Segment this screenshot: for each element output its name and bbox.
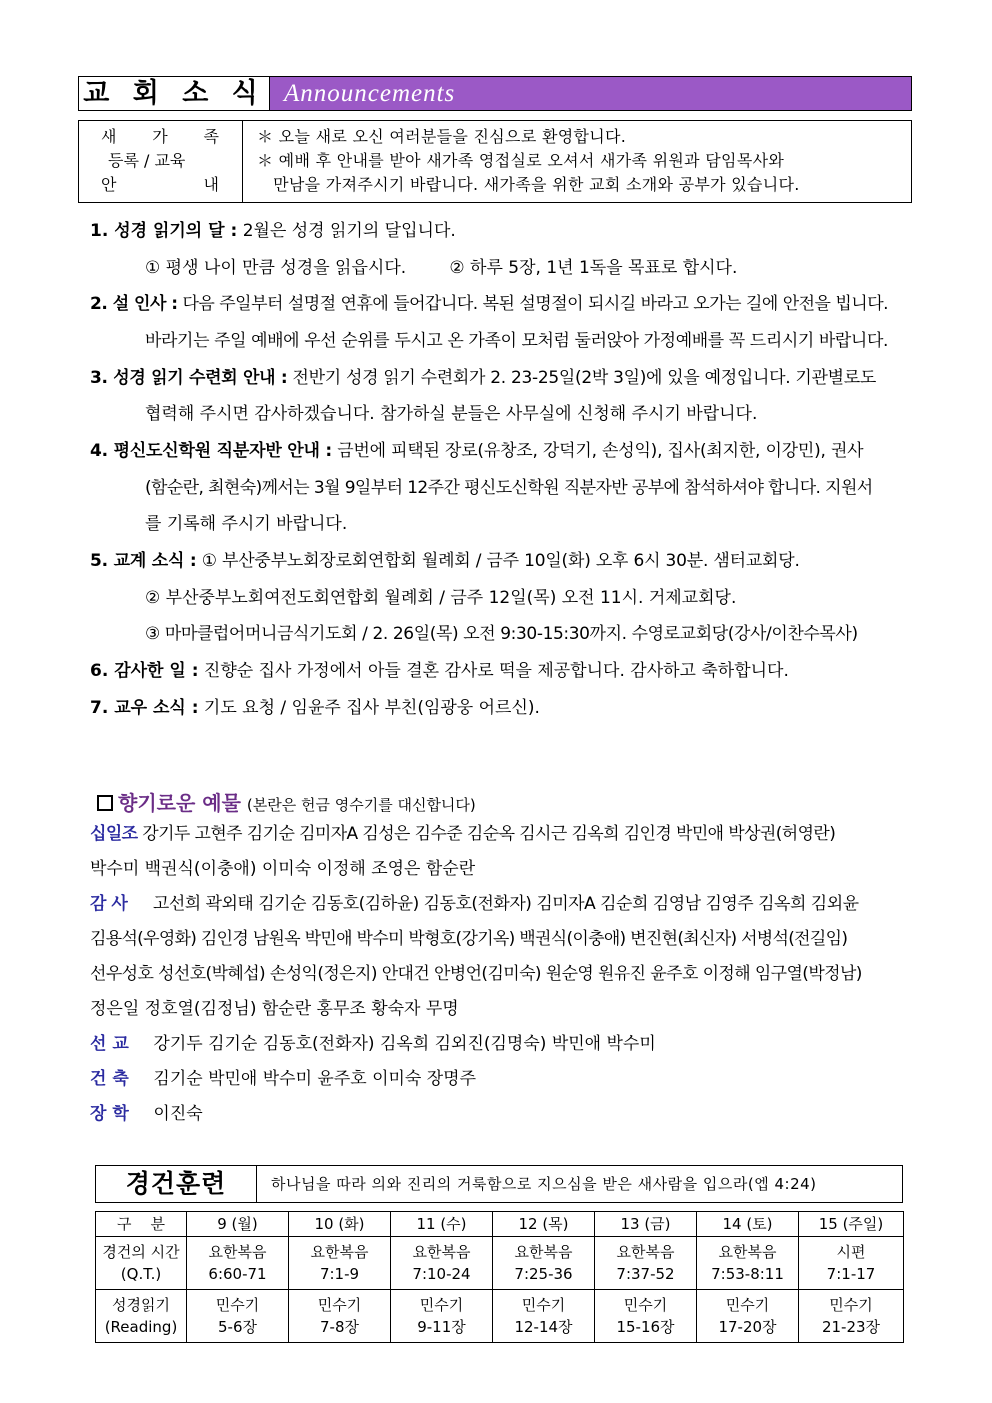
offering-line [90,1065,476,1093]
newcomer-line: 만남을 가져주시기 바랍니다. 새가족을 위한 교회 소개와 공부가 있습니다. [257,175,800,194]
table-row [96,1290,904,1343]
offering-line [90,1100,203,1128]
announcement-title: 6. 감사한 일 : [90,661,199,681]
table-cell [391,1290,493,1343]
cell-book: 민수기 [829,1296,873,1314]
table-cell [595,1237,697,1290]
announcement-text: 기도 요청 / 임윤주 집사 부친(임광웅 어르신). [198,698,540,718]
cell-book: 민수기 [521,1296,566,1314]
table-header-cell: 14 (토) [697,1212,799,1237]
cell-book: 민수기 [623,1296,668,1314]
table-cell [697,1237,799,1290]
announcement-title: 3. 성경 읽기 수련회 안내 : [90,368,288,388]
table-cell [697,1290,799,1343]
announcement-text: ① 부산중부노회장로회연합회 월례회 / 금주 10일(화) 오후 6시 30분. 샘터교회당. [196,551,800,571]
training-verse: 하나님을 따라 의와 진리의 거룩함으로 지으심을 받은 새사람을 입으라(엡 4:24) [271,1175,817,1193]
announcement-item [90,547,800,575]
newcomer-label-3 [101,173,219,197]
table-cell [289,1237,391,1290]
offering-heading [97,787,476,816]
announcement-line: (함순란, 최현숙)께서는 3월 9일부터 12주간 평신도신학원 직분자반 공부에 참석하셔야 합니다. 지원서 [145,478,873,498]
table-header-cell: 구 분 [96,1212,187,1237]
offering-subtitle: (본란은 헌금 영수기를 대신합니다) [246,796,476,814]
offering-category: 건 축 [90,1069,129,1089]
announcement-title: 2. 설 인사 : [90,294,178,314]
offering-category: 장 학 [90,1104,129,1124]
announcement-item [90,694,540,722]
header-title-korean: 교 회 소 식 [79,77,270,110]
label-char: 족 [203,127,219,146]
announcement-title: 1. 성경 읽기의 달 : [90,221,238,241]
newcomer-label-2: 등록 / 교육 [108,151,186,170]
announcement-text: 진향순 집사 가정에서 아들 결혼 감사로 떡을 제공합니다. 감사하고 축하합니다. [198,661,789,681]
table-header-cell: 15 (주일) [799,1212,904,1237]
cell-range: 7:37-52 [616,1265,675,1283]
offering-names: 강기두 고현주 김기순 김미자A 김성은 김수준 김순옥 김시근 김옥희 김인경 박민애 박상권(허영란) [137,824,836,844]
offering-line: 선우성호 성선호(박혜섭) 손성익(정은지) 안대건 안병언(김미숙) 원순영 원유진 윤주호 이정해 임구열(박정남) [90,964,862,984]
row-label-line: (Q.T.) [120,1265,162,1283]
label-char: 내 [203,175,219,194]
table-cell [289,1290,391,1343]
cell-book: 요한복음 [412,1243,471,1261]
announcement-item [90,217,456,245]
offering-line [90,820,835,848]
offering-line: 박수미 백권식(이충애) 이미숙 이정해 조영은 함순란 [90,859,476,879]
cell-book: 요한복음 [208,1243,267,1261]
announcement-item [90,437,863,465]
offering-line [90,1030,656,1058]
row-label [96,1290,187,1343]
cell-range: 7:25-36 [514,1265,573,1283]
offering-names: 이진숙 [148,1104,203,1124]
cell-range: 7:53-8:11 [711,1265,784,1283]
header-title-english: Announcements [270,77,911,110]
cell-book: 시편 [836,1243,866,1261]
training-title: 경건훈련 [96,1166,257,1202]
offering-names: 강기두 김기순 김동호(전화자) 김옥희 김외진(김명숙) 박민애 박수미 [148,1034,656,1054]
announcement-line: ③ 마마클럽어머니금식기도회 / 2. 26일(목) 오전 9:30-15:30까지. 수영로교회당(강사/이찬수목사) [145,624,858,644]
cell-range: 6:60-71 [208,1265,267,1283]
row-label-line: (Reading) [104,1318,178,1336]
table-header-cell: 9 (월) [187,1212,289,1237]
announcement-text: 금번에 피택된 장로(유창조, 강덕기, 손성익), 집사(최지한, 이강민), 권사 [332,441,864,461]
newcomer-line: ＊ 오늘 새로 오신 여러분들을 진심으로 환영합니다. [257,127,627,146]
cell-book: 민수기 [215,1296,260,1314]
cell-range: 5-6장 [218,1318,257,1336]
newcomer-line: ＊ 예배 후 안내를 받아 새가족 영접실로 오셔서 새가족 위원과 담임목사와 [257,151,785,170]
newcomer-labels [79,121,243,202]
announcement-line: 바라기는 주일 예배에 우선 순위를 두시고 온 가족이 모처럼 둘러앉아 가정예배를 꼭 드리시기 바랍니다. [145,331,888,351]
announcement-line: 협력해 주시면 감사하겠습니다. 참가하실 분들은 사무실에 신청해 주시기 바랍니다. [145,404,758,424]
cell-range: 21-23장 [821,1318,881,1336]
table-header-cell: 13 (금) [595,1212,697,1237]
label-char: 안 [101,175,117,194]
announcement-line: ① 평생 나이 만큼 성경을 읽읍시다. ② 하루 5장, 1년 1독을 목표로 합시다. [145,258,738,278]
offering-category: 십일조 [90,824,138,844]
cell-range: 12-14장 [514,1318,573,1336]
row-label-line: 경건의 시간 [102,1243,180,1261]
table-cell [391,1237,493,1290]
table-cell [595,1290,697,1343]
announcements-header [78,76,912,111]
table-cell [493,1290,595,1343]
cell-range: 7:10-24 [412,1265,471,1283]
announcement-item [90,290,888,318]
table-header-cell: 10 (화) [289,1212,391,1237]
announcement-text: 전반기 성경 읽기 수련회가 2. 23-25일(2박 3일)에 있을 예정입니다. 기관별로도 [287,368,877,388]
offering-line: 정은일 정호열(김정님) 함순란 홍무조 황숙자 무명 [90,999,459,1019]
announcement-line: 를 기록해 주시기 바랍니다. [145,514,348,534]
cell-range: 9-11장 [417,1318,466,1336]
cell-book: 요한복음 [718,1243,777,1261]
table-row [96,1237,904,1290]
table-cell [187,1290,289,1343]
offering-line [90,890,859,918]
announcement-text: 2월은 성경 읽기의 달입니다. [237,221,456,241]
table-cell [493,1237,595,1290]
table-header-cell: 11 (수) [391,1212,493,1237]
training-header [95,1165,903,1203]
row-label [96,1237,187,1290]
announcement-title: 4. 평신도신학원 직분자반 안내 : [90,441,333,461]
newcomer-label-1 [101,125,219,149]
offering-title: 향기로운 예물 [118,791,241,815]
offering-category: 감 사 [90,894,128,914]
cell-book: 민수기 [419,1296,464,1314]
table-cell [799,1290,904,1343]
label-char: 새 [101,127,117,146]
offering-names: 김기순 박민애 박수미 윤주호 이미숙 장명주 [148,1069,477,1089]
cell-range: 7:1-17 [826,1265,876,1283]
table-cell [799,1237,904,1290]
table-cell [187,1237,289,1290]
offering-line: 김용석(우영화) 김인경 남원옥 박민애 박수미 박형호(강기옥) 백권식(이충애) 변진현(최신자) 서병석(전길임) [90,929,848,949]
cell-book: 요한복음 [310,1243,369,1261]
row-label-line: 성경읽기 [112,1296,170,1314]
announcement-item [90,657,789,685]
announcement-title: 5. 교계 소식 : [90,551,197,571]
cell-book: 민수기 [317,1296,362,1314]
cell-book: 요한복음 [514,1243,573,1261]
announcement-line: ② 부산중부노회여전도회연합회 월례회 / 금주 12일(목) 오전 11시. 거제교회당. [145,588,737,608]
table-header-cell: 12 (목) [493,1212,595,1237]
newcomer-box [78,120,912,203]
offering-names: 고선희 곽외태 김기순 김동호(김하윤) 김동호(전화자) 김미자A 김순희 김영남 김영주 김옥희 김외윤 [148,894,859,914]
checkbox-square-icon [97,795,113,811]
cell-range: 17-20장 [718,1318,777,1336]
announcement-item [90,364,876,392]
training-table [95,1211,904,1343]
cell-book: 민수기 [725,1296,770,1314]
label-char: 가 [152,127,168,146]
table-header-row [96,1212,904,1237]
cell-book: 요한복음 [616,1243,675,1261]
cell-range: 7:1-9 [319,1265,360,1283]
cell-range: 7-8장 [320,1318,359,1336]
announcement-title: 7. 교우 소식 : [90,698,199,718]
cell-range: 15-16장 [616,1318,675,1336]
offering-category: 선 교 [90,1034,129,1054]
announcement-text: 다음 주일부터 설명절 연휴에 들어갑니다. 복된 설명절이 되시길 바라고 오가는 길에 안전을 빕니다. [177,294,889,314]
